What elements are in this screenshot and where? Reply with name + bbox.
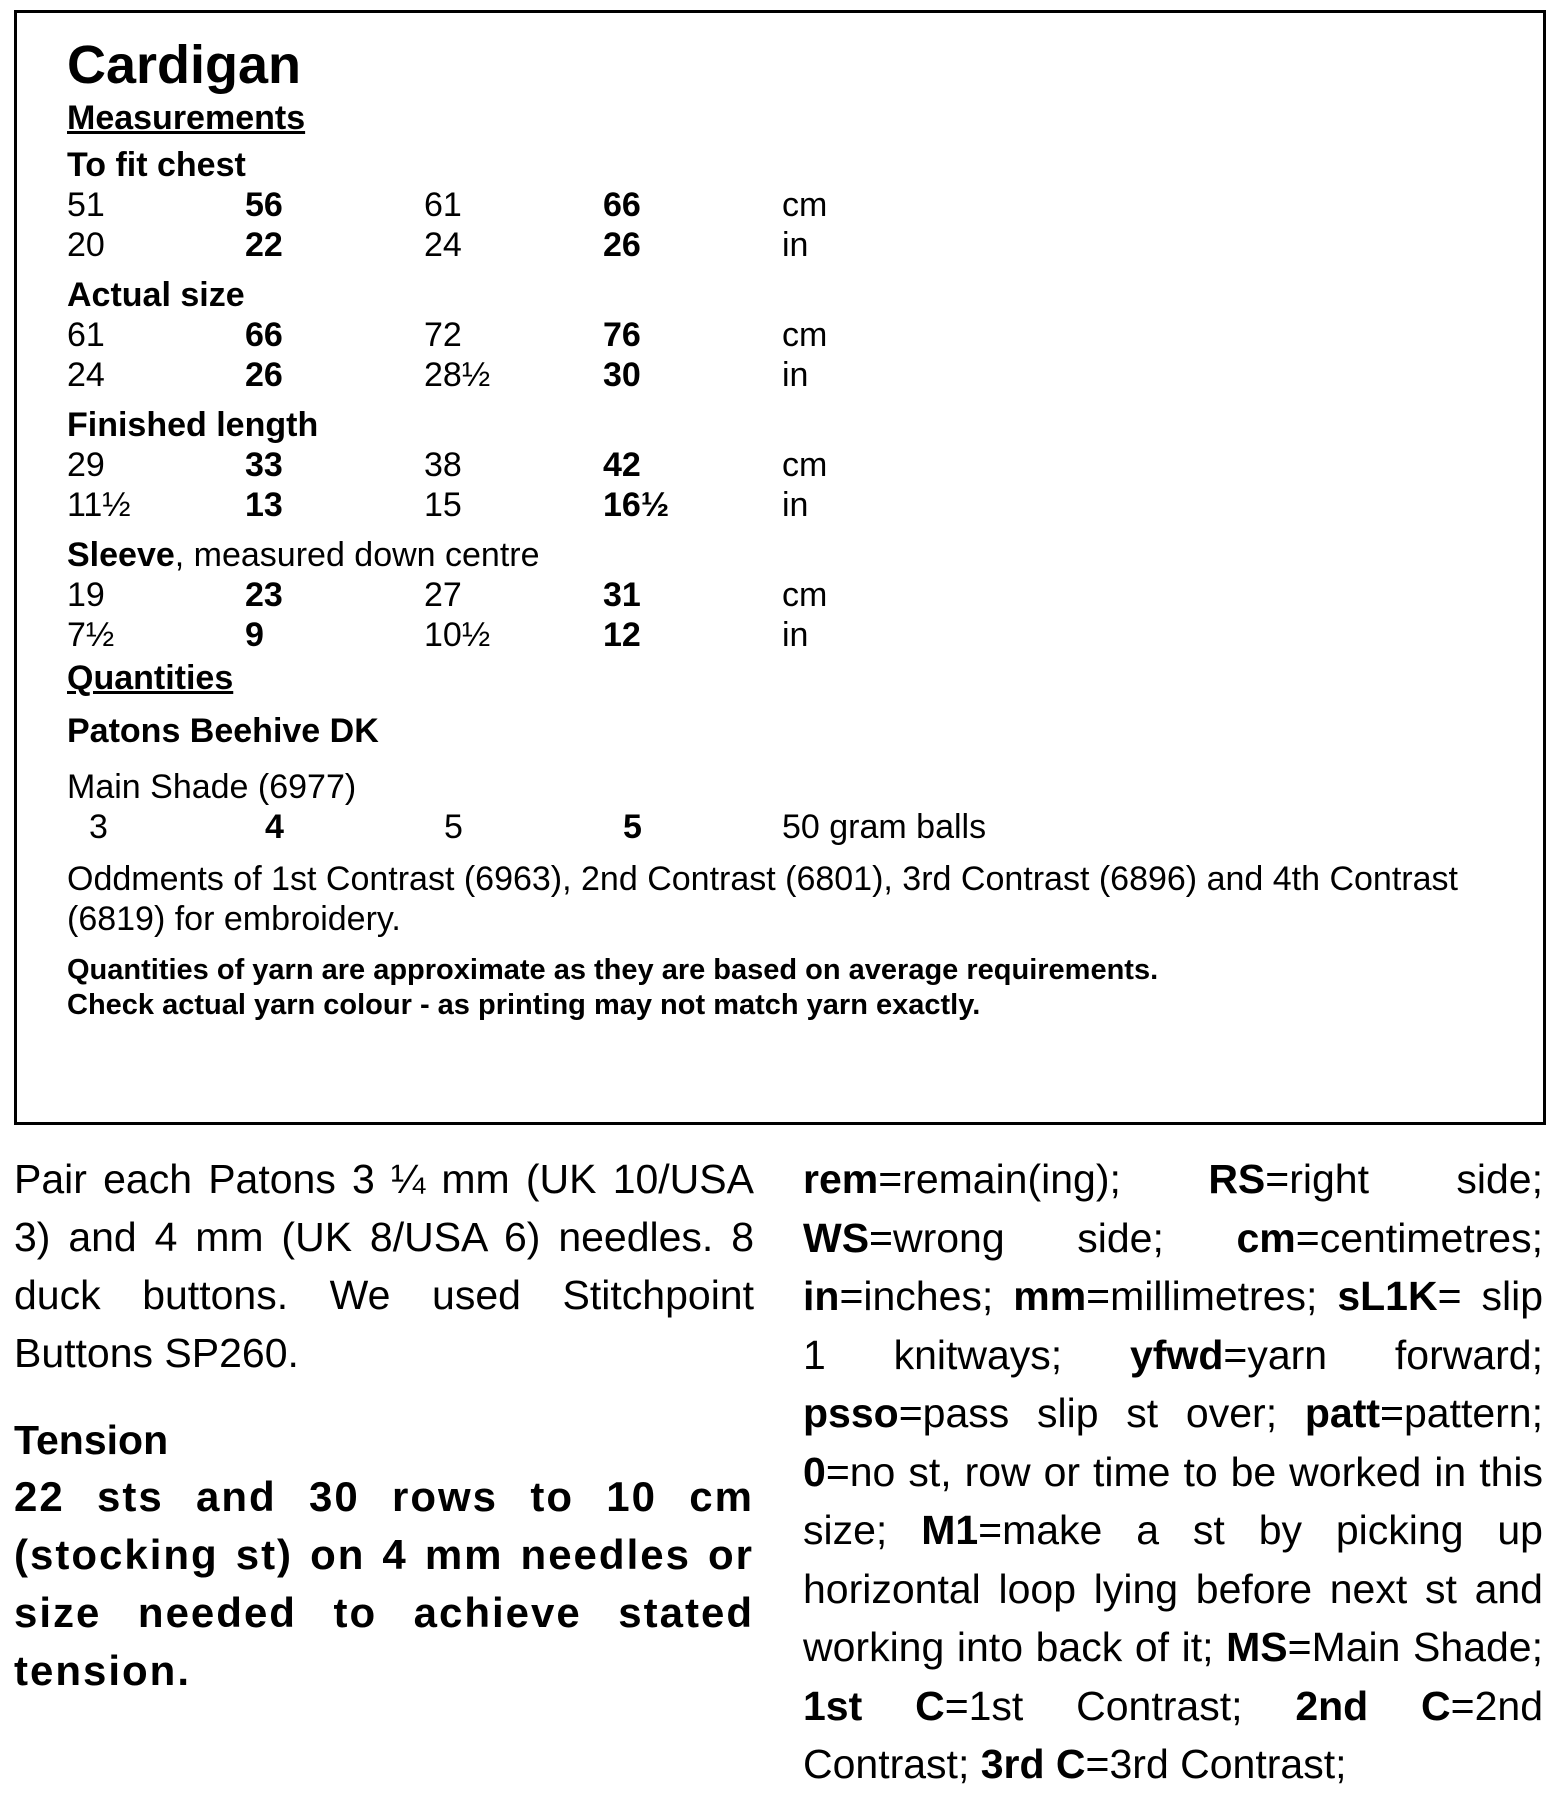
abbreviation-definition: =centimetres; (1295, 1214, 1543, 1261)
measure-value: 29 (67, 446, 105, 484)
measure-group-title (67, 145, 1503, 185)
measure-group-name: Actual size (67, 276, 245, 314)
measure-value: 19 (67, 576, 105, 614)
abbreviation-definition: =millimetres; (1086, 1273, 1338, 1319)
measure-row (67, 315, 1503, 355)
measure-value: 38 (424, 446, 462, 484)
measure-unit: in (782, 616, 809, 654)
main-shade-unit: 50 gram balls (782, 808, 987, 846)
measure-row (67, 485, 1503, 525)
abbreviation-definition: =yarn forward; (1223, 1331, 1543, 1378)
measure-value: 13 (245, 486, 283, 524)
measure-row (67, 355, 1503, 395)
main-shade-label: Main Shade (6977) (67, 768, 357, 806)
abbreviation-definition: =remain(ing); (878, 1156, 1209, 1202)
main-shade-size-1: 3 (89, 808, 108, 846)
measure-group-note: , measured down centre (174, 536, 540, 574)
measurements-heading: Measurements (67, 99, 306, 137)
measure-value: 33 (245, 446, 283, 484)
measure-row (67, 225, 1503, 265)
abbreviation-definition: =right side; (1265, 1156, 1543, 1202)
quantities-heading: Quantities (67, 659, 234, 697)
measure-value: 61 (424, 186, 462, 224)
measure-unit: cm (782, 576, 828, 614)
measure-value: 7½ (67, 616, 115, 654)
page-title: Cardigan (67, 35, 302, 95)
measure-value: 16½ (603, 486, 670, 524)
measurements-content (67, 33, 1503, 1023)
measure-value: 24 (424, 226, 462, 264)
tension-text: 22 sts and 30 rows to 10 cm (stocking st) on 4 mm needles or size needed to achieve stated tension. (14, 1473, 754, 1694)
measure-group-name: To fit chest (67, 146, 246, 184)
measurements-box (14, 10, 1546, 1125)
abbreviation-key: in (803, 1273, 840, 1319)
measure-value: 31 (603, 576, 641, 614)
abbreviation-definition: =pattern; (1380, 1390, 1543, 1436)
main-shade-size-4: 5 (623, 808, 642, 846)
disclaimer-quantities: Quantities of yarn are approximate as they are based on average requirements. (67, 954, 1159, 986)
measure-value: 9 (245, 616, 264, 654)
abbreviation-key: 2nd C (1295, 1682, 1451, 1729)
measure-value: 11½ (67, 486, 131, 524)
measure-group-title (67, 275, 1503, 315)
measure-row (67, 185, 1503, 225)
abbreviation-definition: =make a st by picking up horizontal loop lying before next st and working into back of it; (803, 1507, 1543, 1670)
measure-unit: in (782, 486, 809, 524)
measure-value: 24 (67, 356, 105, 394)
measure-group-title (67, 405, 1503, 445)
measure-row (67, 575, 1503, 615)
abbreviation-key: M1 (921, 1507, 979, 1553)
abbreviation-definition: =wrong side; (869, 1214, 1237, 1261)
abbreviation-key: cm (1236, 1214, 1296, 1261)
abbreviation-definition: =no st, row or time to be worked in this size; (803, 1448, 1543, 1553)
measure-unit: in (782, 356, 809, 394)
yarn-name: Patons Beehive DK (67, 712, 379, 750)
measure-group-name: Sleeve (67, 536, 175, 574)
oddments-text: Oddments of 1st Contrast (6963), 2nd Contrast (6801), 3rd Contrast (6896) and 4th Contrast (6819) for embroidery. (67, 860, 1458, 938)
abbreviation-definition: =pass slip st over; (898, 1390, 1305, 1436)
abbreviation-definition: =3rd Contrast; (1085, 1741, 1347, 1787)
measure-value: 30 (603, 356, 641, 394)
needles-text: Pair each Patons 3 ¼ mm (UK 10/USA 3) and 4 mm (UK 8/USA 6) needles. 8 duck buttons. We used Stitchpoint Buttons SP260. (14, 1156, 754, 1376)
abbreviation-key: psso (803, 1390, 899, 1436)
abbreviation-key: yfwd (1129, 1331, 1224, 1378)
measure-row (67, 615, 1503, 655)
abbreviation-key: 0 (803, 1448, 826, 1495)
abbreviations-column (803, 1150, 1543, 1794)
measure-value: 26 (245, 356, 283, 394)
measure-value: 12 (603, 616, 641, 654)
measure-value: 22 (245, 226, 283, 264)
abbreviation-key: rem (803, 1156, 879, 1202)
measure-value: 66 (245, 316, 283, 354)
abbreviation-definition: =inches; (839, 1273, 1014, 1319)
materials-column (14, 1150, 754, 1700)
measure-unit: cm (782, 446, 828, 484)
measure-value: 61 (67, 316, 105, 354)
abbreviation-key: patt (1304, 1390, 1381, 1436)
measure-unit: cm (782, 316, 828, 354)
measure-unit: cm (782, 186, 828, 224)
abbreviation-key: WS (803, 1214, 870, 1261)
abbreviation-key: 3rd C (980, 1741, 1086, 1787)
main-shade-size-2: 4 (265, 808, 284, 846)
main-shade-size-3: 5 (444, 808, 463, 846)
measure-value: 20 (67, 226, 105, 264)
abbreviation-definition: =Main Shade; (1287, 1624, 1543, 1670)
measure-value: 76 (603, 316, 641, 354)
measure-value: 56 (245, 186, 283, 224)
tension-heading: Tension (14, 1417, 169, 1463)
measure-value: 66 (603, 186, 641, 224)
abbreviation-key: 1st C (803, 1682, 945, 1729)
abbreviation-key: mm (1013, 1273, 1087, 1319)
main-shade-row (67, 807, 1503, 847)
abbreviation-key: MS (1226, 1624, 1288, 1670)
measure-value: 72 (424, 316, 462, 354)
measure-value: 10½ (424, 616, 491, 654)
disclaimer-colour: Check actual yarn colour - as printing may not match yarn exactly. (67, 989, 981, 1021)
measure-value: 51 (67, 186, 105, 224)
abbreviation-definition: =1st Contrast; (944, 1682, 1296, 1729)
abbreviation-key: sL1K (1337, 1273, 1438, 1319)
abbreviation-definition: =2nd Contrast; (803, 1682, 1543, 1787)
measure-value: 23 (245, 576, 283, 614)
measurement-groups (67, 145, 1503, 655)
measure-value: 27 (424, 576, 462, 614)
measure-value: 15 (424, 486, 462, 524)
measure-row (67, 445, 1503, 485)
measure-value: 28½ (424, 356, 491, 394)
abbreviation-definition: = slip 1 knitways; (803, 1273, 1543, 1378)
measure-value: 42 (603, 446, 641, 484)
measure-value: 26 (603, 226, 641, 264)
abbreviations-text (803, 1150, 1543, 1794)
abbreviation-key: RS (1208, 1156, 1266, 1202)
measure-group-name: Finished length (67, 406, 319, 444)
measure-group-title (67, 535, 1503, 575)
measure-unit: in (782, 226, 809, 264)
